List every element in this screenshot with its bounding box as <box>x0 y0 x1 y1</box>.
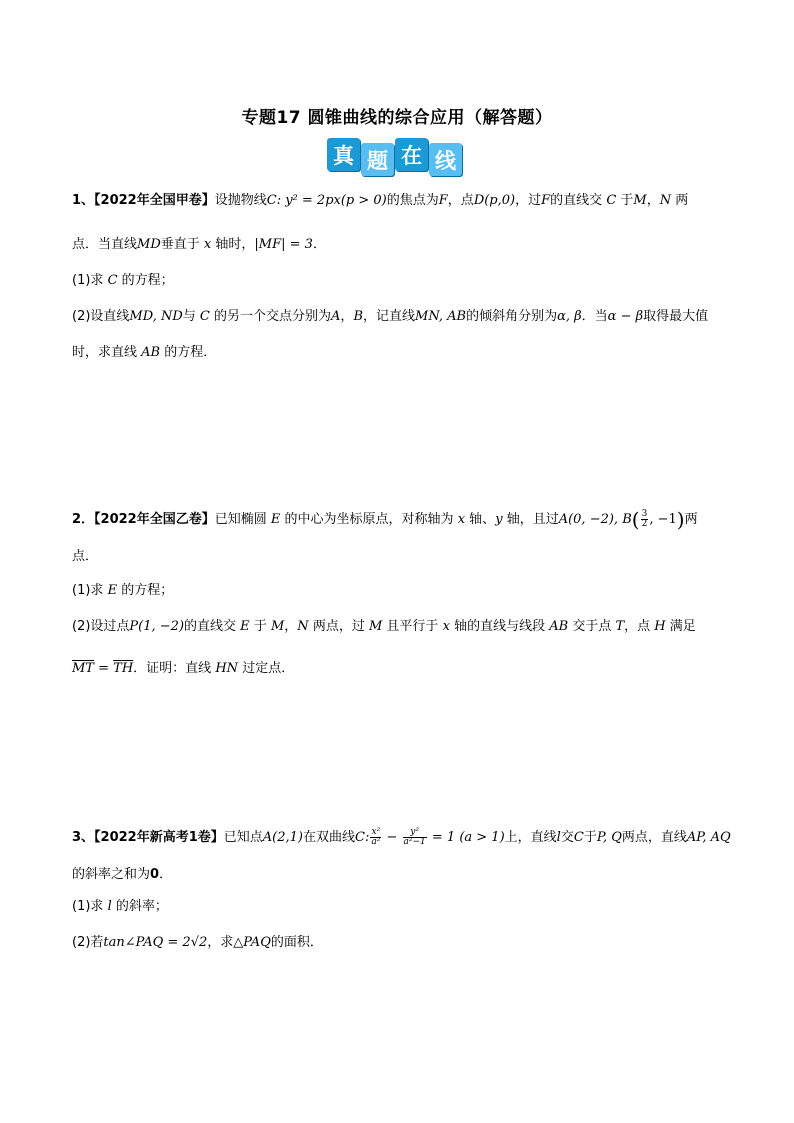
problem-3-q2: (2)若tan∠PAQ = 2√2，求△PAQ的面积． <box>72 935 323 950</box>
problem-2-line-2: 点． <box>72 549 99 564</box>
banner-tile: 线 <box>429 143 462 176</box>
banner-tile: 真 <box>327 138 360 171</box>
problem-1-line-1: 1、【2022年全国甲卷】设抛物线C: y² = 2px(p > 0)的焦点为F，点D(p,0)，过F的直线交 C 于M，N 两 <box>72 193 689 208</box>
problem-2-q2-line-1: (2)设过点P(1, −2)的直线交 E 于 M，N 两点，过 M 且平行于 x 轴的直线与线段 AB 交于点 T，点 H 满足 <box>72 619 696 634</box>
problem-1-line-2: 点．当直线MD垂直于 x 轴时，|MF| = 3． <box>72 237 326 252</box>
banner-zhenti-zaixian <box>327 138 463 176</box>
fraction: $\frac{3}{2}$ <box>641 509 648 529</box>
banner-tile: 在 <box>395 138 428 171</box>
fraction: $\frac{\text{x²}}{\text{a²}}$ <box>371 827 381 847</box>
problem-3-line-2: 的斜率之和为0． <box>72 867 173 882</box>
problem-3-q1: (1)求 l 的斜率； <box>72 899 168 914</box>
problem-3-line-1: 3、【2022年新高考1卷】已知点A(2,1)在双曲线C: $\frac{\text{x²}}{\text{a²}}$ − $\frac{\text{y²}}{\text{a²−1}}$ = 1 (a > 1)上，直线l交C于P, Q两点，直线AP, AQ <box>72 827 731 847</box>
problem-2-line-1: 2．【2022年全国乙卷】已知椭圆 E 的中心为坐标原点，对称轴为 x 轴、y 轴，且过A(0, −2), B( $\frac{3}{2}$ , −1)两 <box>72 507 698 532</box>
fraction: $\frac{\text{y²}}{\text{a²−1}}$ <box>403 827 426 847</box>
problem-2-q1: (1)求 E 的方程； <box>72 583 174 598</box>
problem-1-q2-line-1: (2)设直线MD, ND与 C 的另一个交点分别为A，B，记直线MN, AB的倾斜角分别为α, β．当α − β取得最大值 <box>72 309 709 324</box>
page-title: 专题17 圆锥曲线的综合应用（解答题） <box>241 108 553 128</box>
problem-2-q2-line-2: $\overline{MT} = \overline{TH}$．证明：直线 HN 过定点． <box>72 661 295 676</box>
problem-1-q2-line-2: 时，求直线 AB 的方程． <box>72 345 217 360</box>
problem-1-q1: (1)求 C 的方程； <box>72 273 174 288</box>
banner-tile: 题 <box>361 143 394 176</box>
